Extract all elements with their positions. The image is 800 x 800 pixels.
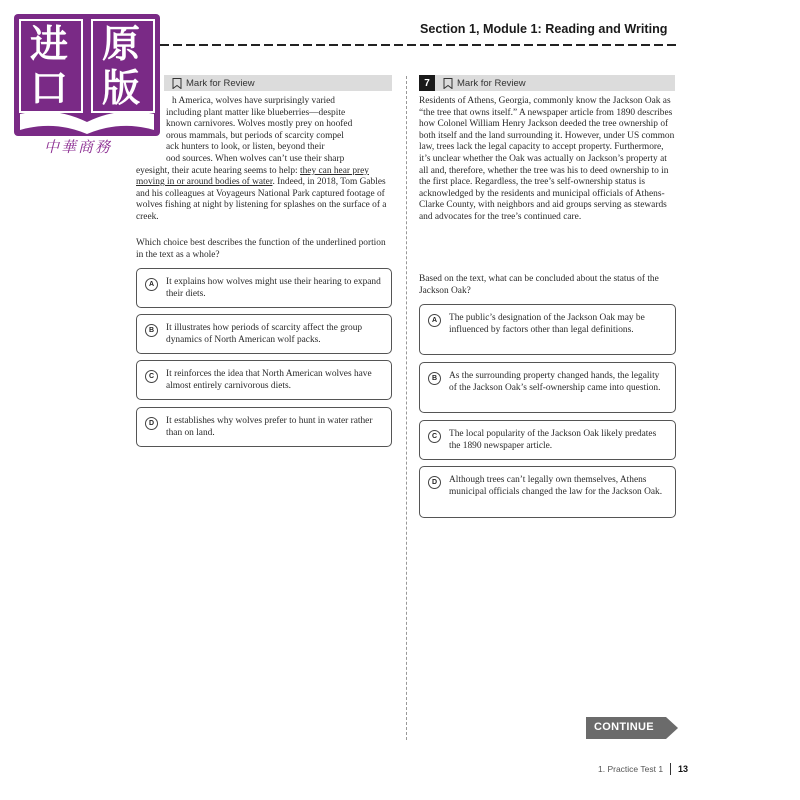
left-passage bbox=[136, 96, 396, 224]
passage-line: h America, wolves have surprisingly varied bbox=[172, 96, 335, 106]
logo-char: 版 bbox=[102, 66, 141, 110]
choice-text: The local popularity of the Jackson Oak likely predates the 1890 newspaper article. bbox=[449, 429, 657, 451]
left-choice-d[interactable] bbox=[136, 407, 392, 447]
section-title: Section 1, Module 1: Reading and Writing bbox=[420, 22, 668, 36]
right-choice-c[interactable] bbox=[419, 420, 676, 460]
left-question-prompt: Which choice best describes the function of the underlined portion in the text as a whole? bbox=[136, 238, 386, 260]
header-dashed-rule bbox=[160, 44, 676, 46]
choice-text: It establishes why wolves prefer to hunt in water rather than on land. bbox=[166, 416, 373, 438]
choice-letter: A bbox=[428, 314, 441, 327]
choice-text: The public’s designation of the Jackson Oak may be influenced by factors other than legal definitions. bbox=[449, 313, 645, 335]
choice-letter: B bbox=[145, 324, 158, 337]
footer-test-label: 1. Practice Test 1 bbox=[598, 764, 664, 774]
choice-letter: D bbox=[145, 417, 158, 430]
left-question-header bbox=[164, 75, 392, 91]
left-choice-a[interactable] bbox=[136, 268, 392, 308]
choice-letter: C bbox=[428, 430, 441, 443]
right-choice-b[interactable] bbox=[419, 362, 676, 413]
mark-for-review-right[interactable]: Mark for Review bbox=[457, 77, 526, 89]
page-footer bbox=[598, 763, 688, 775]
continue-button[interactable] bbox=[586, 717, 678, 739]
right-question-header bbox=[419, 75, 675, 91]
question-number: 7 bbox=[419, 75, 435, 91]
continue-label: CONTINUE bbox=[594, 721, 654, 733]
page-number: 13 bbox=[678, 764, 689, 774]
choice-letter: A bbox=[145, 278, 158, 291]
passage-line: ood sources. When wolves can’t use their sharp bbox=[166, 153, 345, 164]
underlined-portion: they can hear prey moving in or around bodies of water bbox=[136, 165, 369, 188]
choice-text: Although trees can’t legally own themselves, Athens municipal officials changed the law for the Jackson Oak. bbox=[449, 475, 663, 497]
choice-text: It illustrates how periods of scarcity affect the group dynamics of North American wolf packs. bbox=[166, 323, 363, 345]
logo-char: 原 bbox=[102, 22, 141, 66]
column-divider bbox=[406, 76, 407, 740]
choice-text: It reinforces the idea that North American wolves have almost entirely carnivorous diets. bbox=[166, 369, 372, 391]
left-choice-c[interactable] bbox=[136, 360, 392, 400]
mark-for-review-left[interactable]: Mark for Review bbox=[186, 77, 255, 89]
logo-char: 进 bbox=[30, 22, 69, 66]
passage-text: eyesight, their acute hearing seems to help: bbox=[136, 165, 301, 176]
logo-subtitle: 中華商務 bbox=[44, 138, 113, 156]
watermark-logo bbox=[14, 14, 160, 136]
right-passage: Residents of Athens, Georgia, commonly know the Jackson Oak as “the tree that owns itself.” A newspaper article from 1890 describes how Colonel William Henry Jackson deeded the tree ownership of both itself and the land surrounding it. However, under US common law, trees lack the legal capacity to accept property. Furthermore, it’s unclear whether the Oak was actually on Jackson’s property at all and, therefore, whether the tree was his to deed ownership to in the first place. Regardless, the tree’s self-ownership status is acknowledged by the residents and municipal officials of Athens-Clarke County, with neighbors and aid groups serving as stewards and advocates for the tree’s continued care. bbox=[419, 96, 675, 222]
footer-separator bbox=[670, 763, 671, 775]
choice-text: It explains how wolves might use their hearing to expand their diets. bbox=[166, 277, 381, 299]
choice-letter: C bbox=[145, 370, 158, 383]
passage-line: including plant matter like blueberries—despite bbox=[166, 107, 346, 118]
passage-line: known carnivores. Wolves mostly prey on hoofed bbox=[166, 119, 353, 130]
logo-char: 口 bbox=[30, 66, 69, 110]
passage-line: orous mammals, but periods of scarcity compel bbox=[166, 130, 344, 141]
bookmark-icon[interactable] bbox=[172, 78, 182, 89]
passage-body bbox=[136, 166, 396, 224]
bookmark-icon[interactable] bbox=[443, 78, 453, 89]
passage-line: ack hunters to look, or listen, beyond their bbox=[166, 142, 325, 153]
choice-letter: B bbox=[428, 372, 441, 385]
choice-text: As the surrounding property changed hands, the legality of the Jackson Oak’s self-ownership came into question. bbox=[449, 371, 661, 393]
right-choice-d[interactable] bbox=[419, 466, 676, 518]
right-choice-a[interactable] bbox=[419, 304, 676, 355]
passage-text: . Indeed, in 2018, Tom Gables and his colleagues at Voyageurs National Park captured footage of wolves fishing at night by listening for splashes on the surface of a creek. bbox=[136, 177, 387, 222]
choice-letter: D bbox=[428, 476, 441, 489]
right-question-prompt: Based on the text, what can be concluded about the status of the Jackson Oak? bbox=[419, 274, 659, 296]
left-choice-b[interactable] bbox=[136, 314, 392, 354]
